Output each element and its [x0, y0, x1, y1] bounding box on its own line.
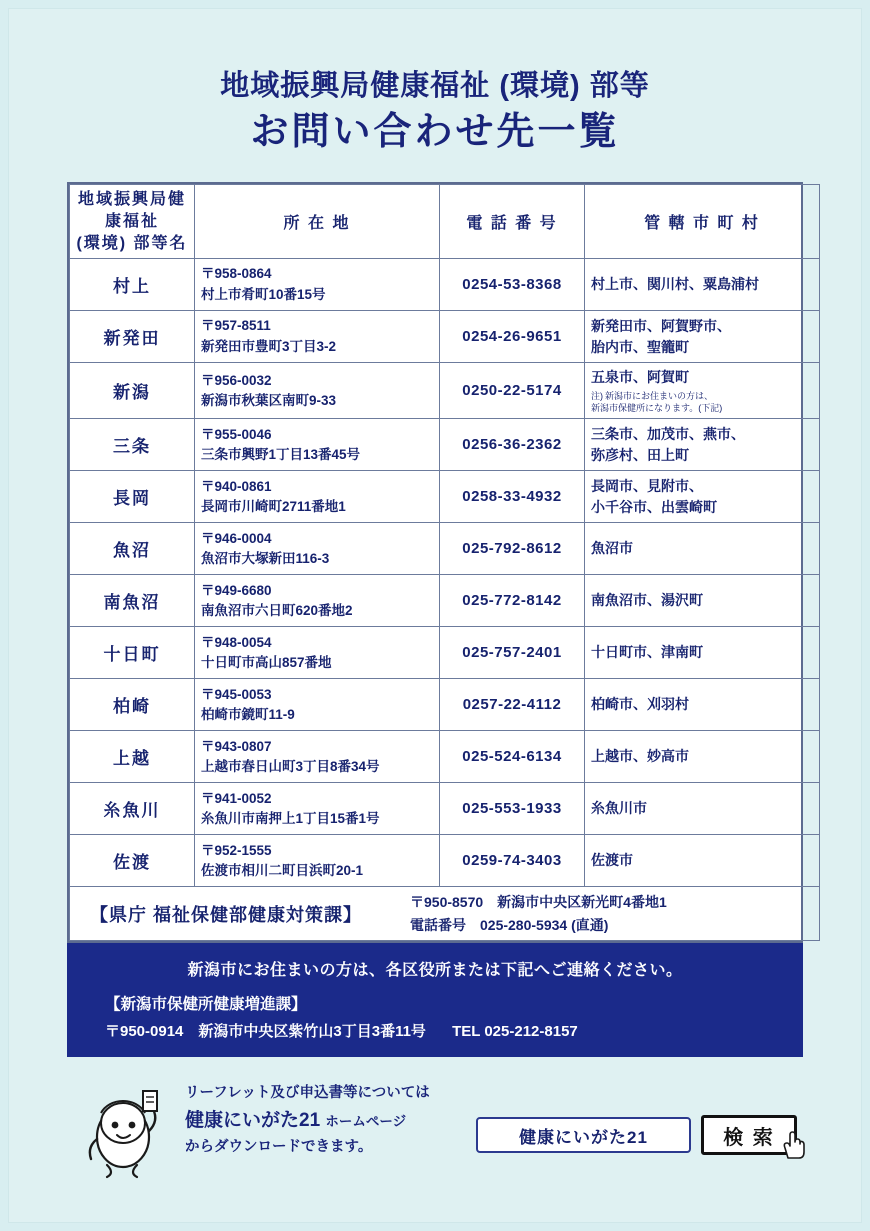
cell-office: 村上 [70, 259, 195, 311]
cell-jurisdiction [585, 731, 820, 783]
table-row [70, 783, 820, 835]
table-row [70, 627, 820, 679]
search-button-label: 検 索 [723, 1126, 775, 1149]
table-row [70, 523, 820, 575]
cell-zip: 〒958-0864 [201, 266, 272, 282]
cell-jurisdiction [585, 311, 820, 363]
cell-tel: 025-772-8142 [440, 575, 585, 627]
cell-address [195, 419, 440, 471]
cell-office: 上越 [70, 731, 195, 783]
banner-heading: 新潟市にお住まいの方は、各区役所または下記へご連絡ください。 [187, 962, 683, 980]
cell-tel: 025-757-2401 [440, 627, 585, 679]
title-line-1: 地域振興局健康福祉 (環境) 部等 [220, 70, 650, 102]
cell-jurisdiction [585, 471, 820, 523]
cell-address [195, 835, 440, 887]
cell-office: 新発田 [70, 311, 195, 363]
cell-address [195, 311, 440, 363]
mascot-icon [77, 1077, 173, 1181]
footer-line-3: からダウンロードできます。 [185, 1139, 373, 1156]
footer-area [67, 1075, 803, 1195]
cell-tel: 0254-26-9651 [440, 311, 585, 363]
jurisdiction-text: 魚沼市 [591, 540, 633, 557]
banner-address: 〒950-0914 新潟市中央区紫竹山3丁目3番11号 [105, 1023, 426, 1041]
cell-zip: 〒940-0861 [201, 478, 272, 494]
cell-street: 十日町市高山857番地 [201, 654, 332, 670]
cell-street: 村上市肴町10番15号 [201, 286, 326, 302]
cell-zip: 〒957-8511 [201, 318, 271, 334]
jurisdiction-text: 村上市、関川村、粟島浦村 [591, 276, 759, 293]
cell-tel: 0259-74-3403 [440, 835, 585, 887]
pref-office-detail [410, 891, 667, 936]
contacts-table [69, 184, 820, 941]
cell-zip: 〒943-0807 [201, 738, 272, 754]
page-title [9, 9, 861, 156]
document-inner [8, 8, 862, 1223]
cell-address [195, 627, 440, 679]
jurisdiction-text: 新発田市、阿賀野市、 胎内市、聖籠町 [591, 317, 731, 355]
jurisdiction-text: 南魚沼市、湯沢町 [591, 592, 703, 609]
cell-office: 十日町 [70, 627, 195, 679]
footer-line-1: リーフレット及び申込書等については [185, 1085, 430, 1102]
search-area [476, 1115, 797, 1155]
jurisdiction-text: 十日町市、津南町 [591, 644, 703, 661]
cell-street: 魚沼市大塚新田116-3 [201, 550, 330, 566]
cell-address [195, 471, 440, 523]
footer-text-block [185, 1083, 430, 1159]
cell-jurisdiction [585, 363, 820, 419]
cell-zip: 〒956-0032 [201, 372, 272, 388]
cell-office: 魚沼 [70, 523, 195, 575]
cell-tel: 0250-22-5174 [440, 363, 585, 419]
cell-office: 糸魚川 [70, 783, 195, 835]
cell-street: 南魚沼市六日町620番地2 [201, 602, 353, 618]
footer-line-2 [185, 1107, 430, 1136]
cell-address [195, 575, 440, 627]
cell-zip: 〒949-6680 [201, 582, 272, 598]
jurisdiction-text: 佐渡市 [591, 852, 633, 869]
cell-zip: 〒955-0046 [201, 426, 272, 442]
jurisdiction-text: 五泉市、阿賀町 [591, 369, 689, 386]
cell-jurisdiction [585, 259, 820, 311]
header-address: 所 在 地 [195, 185, 440, 259]
jurisdiction-note: 注) 新潟市にお住まいの方は、 新潟市保健所になります。(下記) [591, 391, 723, 414]
table-row [70, 259, 820, 311]
table-row [70, 679, 820, 731]
cell-address [195, 783, 440, 835]
cell-address [195, 363, 440, 419]
table-row [70, 419, 820, 471]
header-jurisdiction: 管 轄 市 町 村 [585, 185, 820, 259]
cell-street: 新発田市豊町3丁目3-2 [201, 338, 337, 354]
search-button[interactable] [701, 1115, 797, 1155]
pref-office-cell [70, 887, 820, 941]
title-line-2: お問い合わせ先一覧 [250, 110, 620, 153]
banner-contact-line [67, 1020, 803, 1041]
cell-zip: 〒941-0052 [201, 790, 272, 806]
jurisdiction-note-label: 注) [591, 391, 603, 402]
cell-street: 長岡市川崎町2711番地1 [201, 498, 346, 514]
cell-tel: 025-524-6134 [440, 731, 585, 783]
cell-office: 南魚沼 [70, 575, 195, 627]
cell-address [195, 259, 440, 311]
contacts-table-wrapper [67, 182, 803, 943]
cell-zip: 〒946-0004 [201, 530, 272, 546]
cell-jurisdiction [585, 783, 820, 835]
cell-jurisdiction [585, 575, 820, 627]
cell-tel: 025-792-8612 [440, 523, 585, 575]
cell-jurisdiction [585, 835, 820, 887]
jurisdiction-text: 糸魚川市 [591, 800, 647, 817]
cell-street: 糸魚川市南押上1丁目15番1号 [201, 810, 380, 826]
table-body [70, 259, 820, 887]
cell-jurisdiction [585, 679, 820, 731]
cell-street: 上越市春日山町3丁目8番34号 [201, 758, 380, 774]
cell-tel: 0257-22-4112 [440, 679, 585, 731]
cell-tel: 0258-33-4932 [440, 471, 585, 523]
cell-office: 佐渡 [70, 835, 195, 887]
cell-street: 佐渡市相川二町目浜町20-1 [201, 862, 364, 878]
cell-tel: 025-553-1933 [440, 783, 585, 835]
cell-address [195, 731, 440, 783]
cell-jurisdiction [585, 523, 820, 575]
hand-cursor-icon [780, 1130, 806, 1160]
table-row [70, 311, 820, 363]
cell-office: 新潟 [70, 363, 195, 419]
cell-zip: 〒945-0053 [201, 686, 272, 702]
jurisdiction-text: 長岡市、見附市、 小千谷市、出雲崎町 [591, 477, 717, 515]
cell-office: 長岡 [70, 471, 195, 523]
banner-tel: TEL 025-212-8157 [452, 1023, 578, 1041]
header-office-line2: (環境) 部等名 [76, 234, 188, 252]
cell-zip: 〒948-0054 [201, 634, 272, 650]
cell-tel: 0256-36-2362 [440, 419, 585, 471]
pref-office-tel: 電話番号 025-280-5934 (直通) [410, 916, 609, 933]
cell-address [195, 679, 440, 731]
pref-office-name: 【県庁 福祉保健部健康対策課】 [90, 904, 362, 925]
jurisdiction-text: 三条市、加茂市、燕市、 弥彦村、田上町 [591, 425, 745, 463]
header-office [70, 185, 195, 259]
table-row [70, 835, 820, 887]
jurisdiction-text: 上越市、妙高市 [591, 748, 689, 765]
cell-office: 三条 [70, 419, 195, 471]
cell-tel: 0254-53-8368 [440, 259, 585, 311]
footer-homepage-label: ホームページ [325, 1113, 407, 1129]
cell-jurisdiction [585, 627, 820, 679]
cell-jurisdiction [585, 419, 820, 471]
cell-street: 三条市興野1丁目13番45号 [201, 446, 361, 462]
cell-address [195, 523, 440, 575]
jurisdiction-text: 柏崎市、刈羽村 [591, 696, 689, 713]
pref-office-row [70, 887, 820, 941]
table-row [70, 471, 820, 523]
cell-street: 新潟市秋葉区南町9-33 [201, 392, 337, 408]
cell-street: 柏崎市鏡町11-9 [201, 706, 295, 722]
footer-site-name: 健康にいがた21 [185, 1109, 321, 1131]
table-row [70, 575, 820, 627]
banner-office-name: 【新潟市保健所健康増進課】 [105, 996, 307, 1014]
table-row [70, 731, 820, 783]
table-row [70, 363, 820, 419]
table-footer [70, 887, 820, 941]
cell-zip: 〒952-1555 [201, 842, 272, 858]
table-header [70, 185, 820, 259]
cell-office: 柏崎 [70, 679, 195, 731]
search-input[interactable]: 健康にいがた21 [476, 1117, 691, 1153]
niigata-city-banner [67, 943, 803, 1057]
header-tel: 電 話 番 号 [440, 185, 585, 259]
pref-office-address: 〒950-8570 新潟市中央区新光町4番地1 [410, 894, 667, 911]
table-header-row [70, 185, 820, 259]
header-office-line1: 地域振興局健康福祉 [77, 191, 186, 230]
